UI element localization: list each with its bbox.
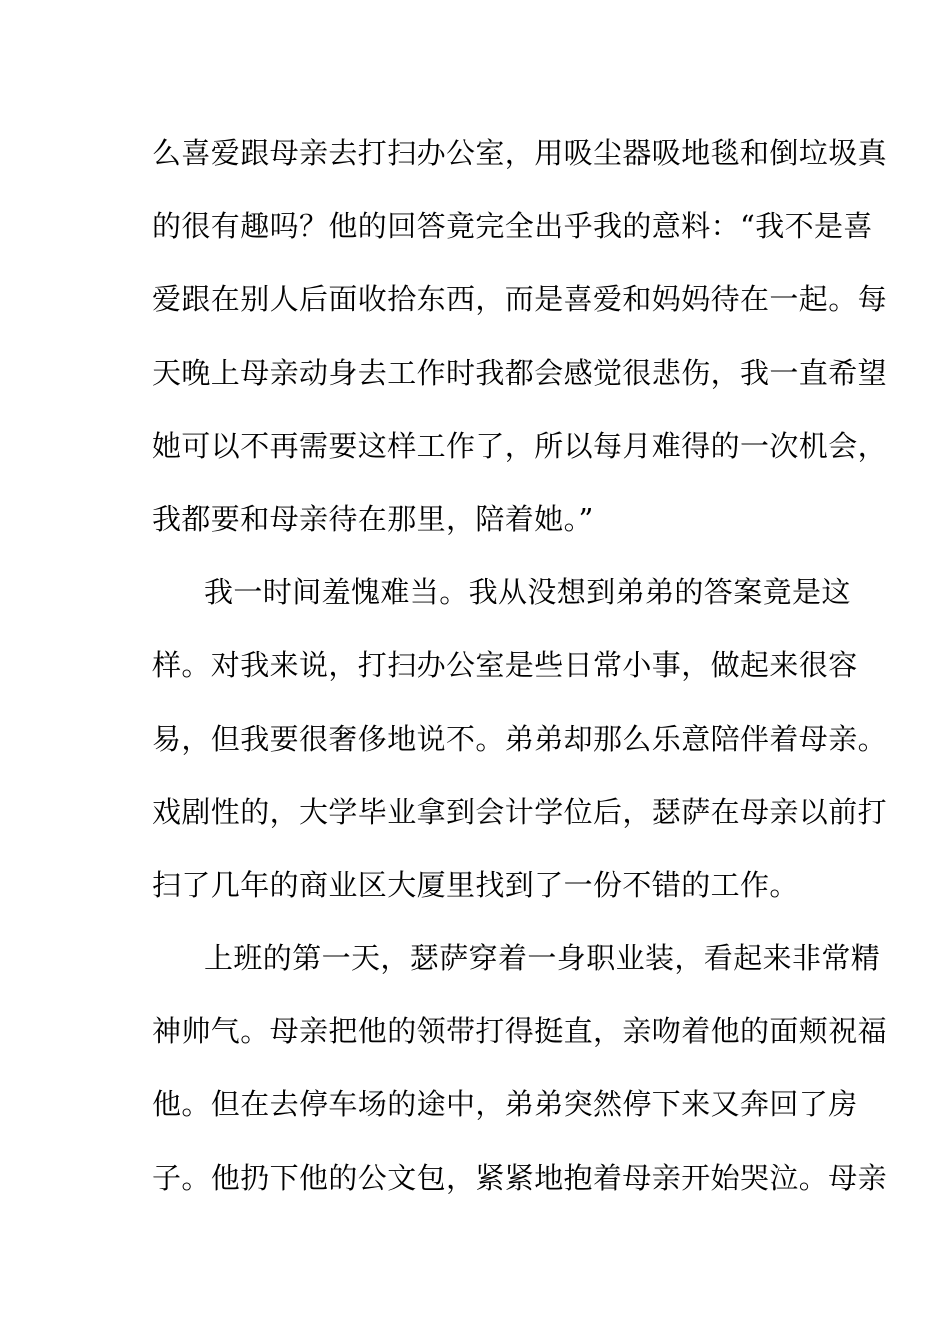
text-line: 易，但我要很奢侈地说不。弟弟却那么乐意陪伴着母亲。 [152,721,888,756]
text-line: 我都要和母亲待在那里，陪着她。” [152,501,594,536]
paragraph-start-line: 上班的第一天，瑟萨穿着一身职业装，看起来非常精 [204,941,881,976]
text-line: 天晚上母亲动身去工作时我都会感觉很悲伤，我一直希望 [152,355,888,390]
text-line: 神帅气。母亲把他的领带打得挺直，亲吻着他的面颊祝福 [152,1014,888,1049]
text-line: 他。但在去停车场的途中，弟弟突然停下来又奔回了房 [152,1087,858,1122]
text-line: 爱跟在别人后面收拾东西，而是喜爱和妈妈待在一起。每 [152,282,888,317]
text-line: 她可以不再需要这样工作了，所以每月难得的一次机会， [152,428,888,463]
body-text [152,128,888,1226]
text-line: 戏剧性的，大学毕业拿到会计学位后，瑟萨在母亲以前打 [152,794,888,829]
text-line: 的很有趣吗？他的回答竟完全出乎我的意料：“我不是喜 [152,209,873,244]
paragraph-start-line: 我一时间羞愧难当。我从没想到弟弟的答案竟是这 [204,575,851,610]
text-line: 子。他扔下他的公文包，紧紧地抱着母亲开始哭泣。母亲 [152,1160,888,1195]
text-line: 样。对我来说，打扫办公室是些日常小事，做起来很容 [152,648,858,683]
text-line: 扫了几年的商业区大厦里找到了一份不错的工作。 [152,867,799,902]
text-line: 么喜爱跟母亲去打扫办公室，用吸尘器吸地毯和倒垃圾真 [152,136,888,170]
